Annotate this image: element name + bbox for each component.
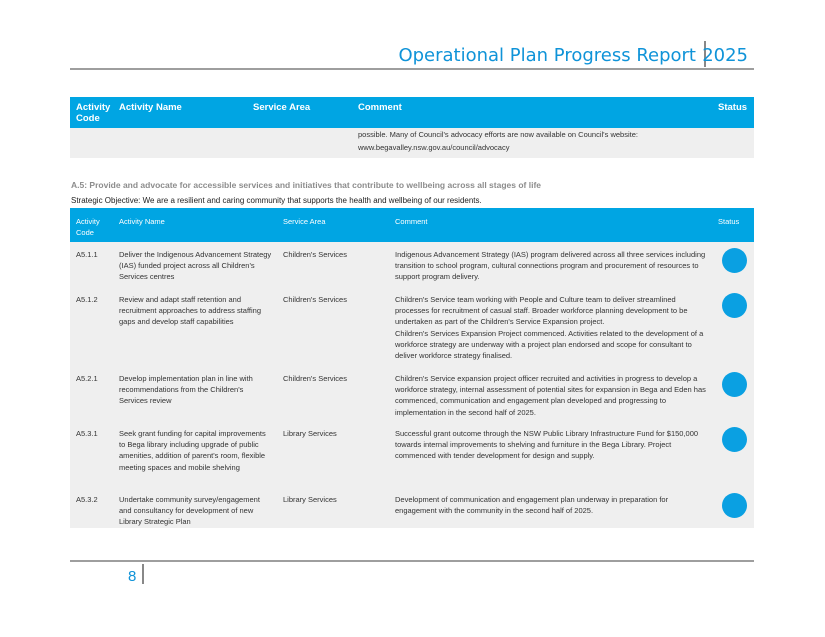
report-year: 2025 [702, 45, 748, 66]
activity-table-continued [70, 97, 754, 158]
service-area: Children's Services [277, 366, 389, 421]
comment: Children's Service expansion project officer recruited and activities in progress to develop a workforce strategy, internal assessment of potential sites for expansion in Bega and Eden has commenced, communication and engagement plan developed and progressing to implementation in the second half of 2025. [389, 366, 712, 421]
column-header-status: Status [712, 208, 754, 242]
activity-code: A5.1.2 [70, 287, 113, 366]
page-footer [70, 560, 754, 585]
column-header-code: Activity Code [70, 97, 113, 128]
table-row [70, 487, 754, 528]
activity-name: Deliver the Indigenous Advancement Strategy (IAS) funded project across all Children's Services centres [113, 242, 277, 287]
strategic-objective: Strategic Objective: We are a resilient and caring community that supports the health and wellbeing of our residents. [71, 196, 482, 205]
comment: Indigenous Advancement Strategy (IAS) program delivered across all three services including transition to school program, cultural connections program and procurement of resources to support program delivery. [389, 242, 712, 287]
activity-code: A5.1.1 [70, 242, 113, 287]
comment-paragraph: Children's Services Expansion Project commenced. Activities related to the development of a workforce strategy are underway with a project plan endorsed and scope for consultant to deliver workforce strategy finalised. [395, 328, 704, 361]
comment [389, 287, 712, 366]
table-row [70, 421, 754, 487]
report-header [70, 40, 754, 70]
activity-code: A5.2.1 [70, 366, 113, 421]
service-area: Children's Services [277, 287, 389, 366]
column-header-status: Status [712, 97, 754, 128]
comment: Development of communication and engagement plan underway in preparation for engagement with the community in the second half of 2025. [389, 487, 712, 528]
comment-cell [352, 128, 712, 158]
activity-name: Undertake community survey/engagement and consultancy for development of new Library Strategic Plan [113, 487, 277, 528]
table-row [70, 128, 754, 158]
table-header-row [70, 208, 754, 242]
report-title: Operational Plan Progress Report [398, 45, 696, 66]
column-header-comment: Comment [389, 208, 712, 242]
activity-code: A5.3.2 [70, 487, 113, 528]
status-cell [712, 487, 754, 528]
status-cell [712, 421, 754, 487]
column-header-name: Activity Name [113, 208, 277, 242]
column-header-area: Service Area [247, 97, 352, 128]
status-indicator [722, 293, 747, 318]
activity-name: Develop implementation plan in line with recommendations from the Children's Services review [113, 366, 277, 421]
status-cell [712, 366, 754, 421]
comment-paragraph: Children's Service team working with People and Culture team to deliver streamlined processes for recruitment of casual staff. Broader workforce planning development to be undertaken as part of the Children's Service Expansion project. [395, 295, 688, 327]
activity-name: Review and adapt staff retention and recruitment approaches to address staffing gaps and develop staff capabilities [113, 287, 277, 366]
table-row [70, 242, 754, 287]
comment: Successful grant outcome through the NSW Public Library Infrastructure Fund for $150,000 towards internal improvements to shelving and furniture in the Bega Library. Project commenced with tender development for design and supply. [389, 421, 712, 487]
service-area: Library Services [277, 421, 389, 487]
status-indicator [722, 372, 747, 397]
comment-link: www.begavalley.nsw.gov.au/council/advocacy [358, 143, 510, 152]
table-header-row [70, 97, 754, 128]
comment-line: possible. Many of Council's advocacy efforts are now available on Council's website: [358, 130, 638, 139]
activity-name: Seek grant funding for capital improvements to Bega library including upgrade of public amenities, addition of parent's room, flexible meeting spaces and mobile shelving [113, 421, 277, 487]
column-header-code: Activity Code [70, 208, 113, 242]
status-cell [712, 242, 754, 287]
column-header-name: Activity Name [113, 97, 247, 128]
status-cell [712, 287, 754, 366]
service-area: Children's Services [277, 242, 389, 287]
status-indicator [722, 248, 747, 273]
column-header-area: Service Area [277, 208, 389, 242]
status-indicator [722, 493, 747, 518]
table-row [70, 366, 754, 421]
section-heading: A.5: Provide and advocate for accessible services and initiatives that contribute to wellbeing across all stages of life [71, 180, 542, 190]
service-area: Library Services [277, 487, 389, 528]
column-header-comment: Comment [352, 97, 712, 128]
page-number: 8 [128, 568, 137, 585]
activity-code: A5.3.1 [70, 421, 113, 487]
status-indicator [722, 427, 747, 452]
activity-table [70, 208, 754, 528]
footer-separator [142, 564, 144, 584]
table-row [70, 287, 754, 366]
